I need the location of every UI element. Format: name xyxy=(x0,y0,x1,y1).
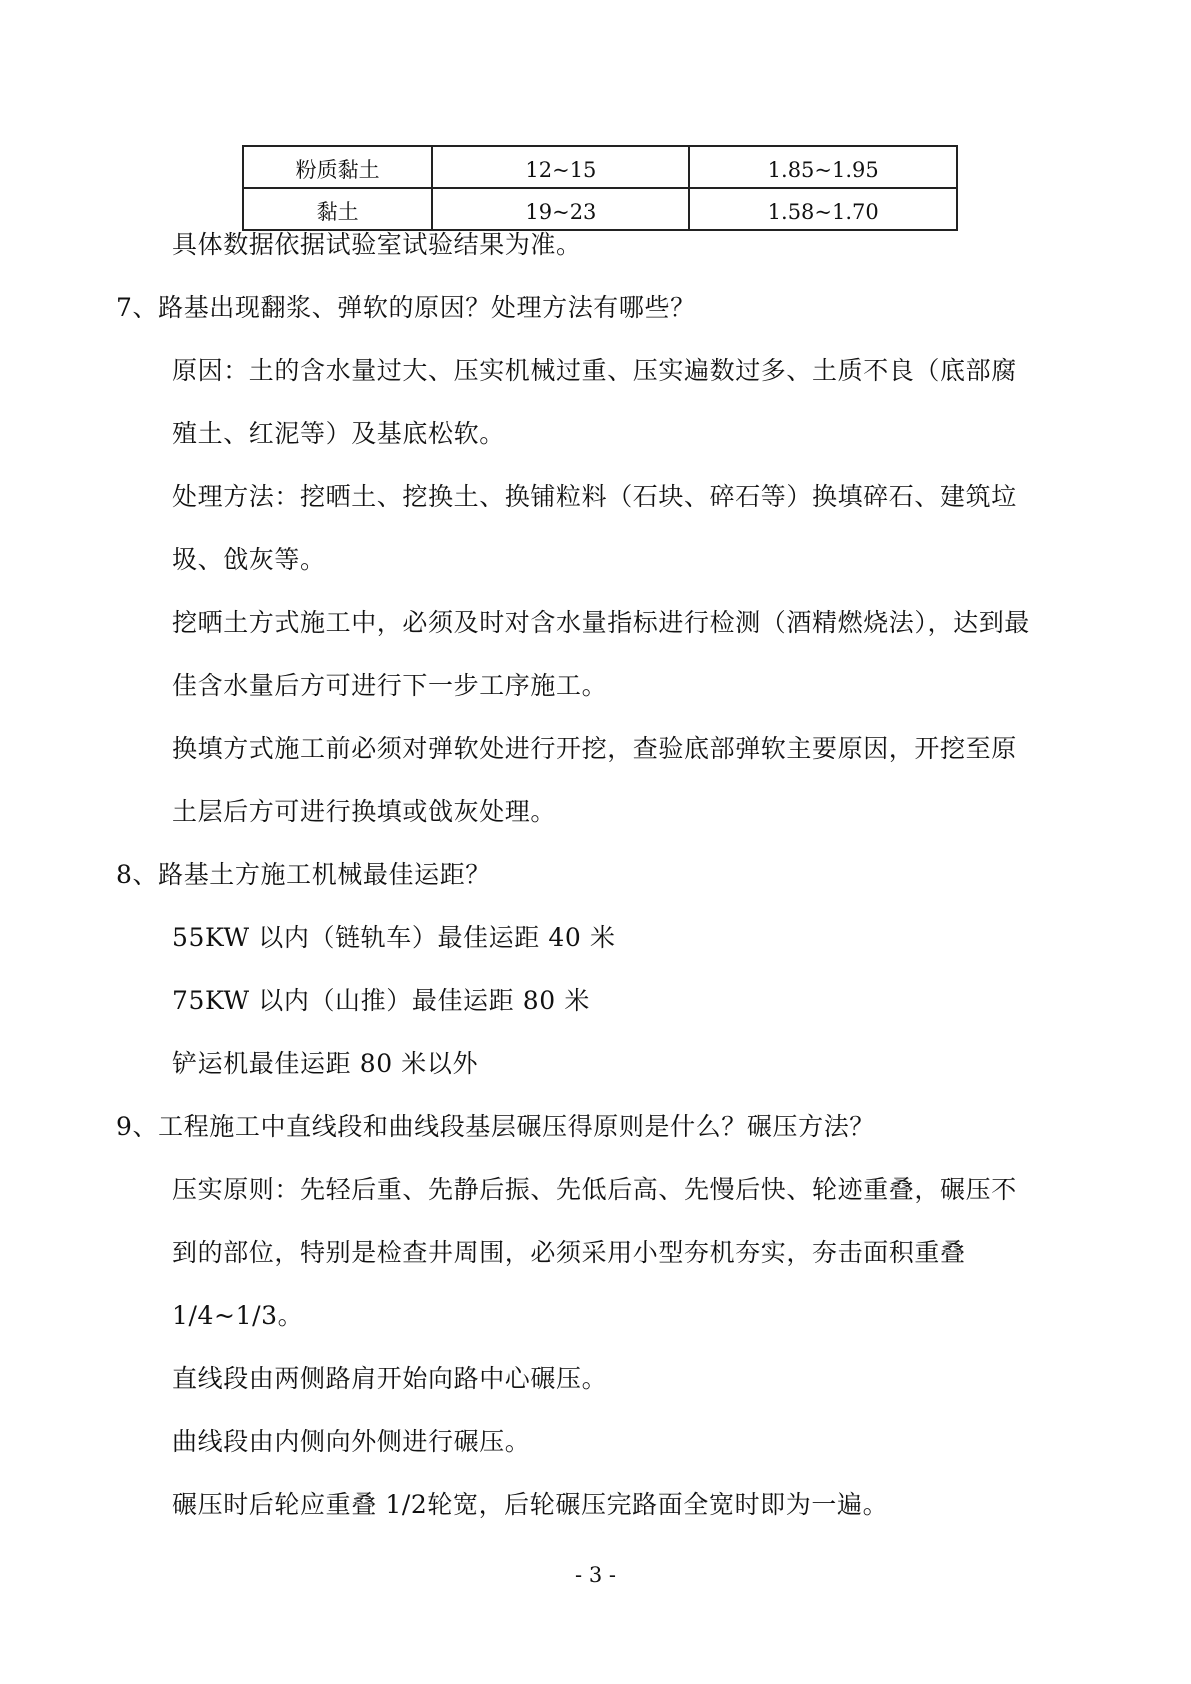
table-cell-soil: 粉质黏土 xyxy=(243,146,432,188)
table-cell-soil: 黏土 xyxy=(243,188,432,230)
paragraph-line: 曲线段由内侧向外侧进行碾压。 xyxy=(172,1427,531,1456)
paragraph-line: 换填方式施工前必须对弹软处进行开挖，查验底部弹软主要原因，开挖至原 xyxy=(172,734,1017,763)
paragraph-line: 碾压时后轮应重叠 1/2轮宽，后轮碾压完路面全宽时即为一遍。 xyxy=(172,1490,889,1519)
paragraph-line: 铲运机最佳运距 80 米以外 xyxy=(172,1049,479,1078)
paragraph-line: 直线段由两侧路肩开始向路中心碾压。 xyxy=(172,1364,608,1393)
paragraph-line: 75KW 以内（山推）最佳运距 80 米 xyxy=(172,986,590,1015)
paragraph-line: 55KW 以内（链轨车）最佳运距 40 米 xyxy=(172,923,616,952)
table-note: 具体数据依据试验室试验结果为准。 xyxy=(172,230,582,259)
paragraph-line: 挖晒土方式施工中，必须及时对含水量指标进行检测（酒精燃烧法），达到最 xyxy=(172,608,1030,637)
paragraph-line: 1/4~1/3。 xyxy=(172,1301,304,1330)
paragraph-line: 处理方法：挖晒土、挖换土、换铺粒料（石块、碎石等）换填碎石、建筑垃 xyxy=(172,482,1017,511)
paragraph-line: 原因：土的含水量过大、压实机械过重、压实遍数过多、土质不良（底部腐 xyxy=(172,356,1017,385)
paragraph-line: 佳含水量后方可进行下一步工序施工。 xyxy=(172,671,608,700)
paragraph-line: 到的部位，特别是检查井周围，必须采用小型夯机夯实，夯击面积重叠 xyxy=(172,1238,966,1267)
table-cell-value-b: 1.58~1.70 xyxy=(689,188,957,230)
table-row xyxy=(243,146,957,188)
paragraph-line: 圾、戗灰等。 xyxy=(172,545,326,574)
section-heading-q8: 8、路基土方施工机械最佳运距？ xyxy=(116,860,491,889)
table-row xyxy=(243,188,957,230)
paragraph-line: 土层后方可进行换填或戗灰处理。 xyxy=(172,797,557,826)
paragraph-line: 殖土、红泥等）及基底松软。 xyxy=(172,419,505,448)
section-heading-q9: 9、工程施工中直线段和曲线段基层碾压得原则是什么？碾压方法？ xyxy=(116,1112,875,1141)
table-cell-value-b: 1.85~1.95 xyxy=(689,146,957,188)
table-cell-value-a: 19~23 xyxy=(432,188,689,230)
soil-parameter-table xyxy=(242,145,958,231)
section-heading-q7: 7、路基出现翻浆、弹软的原因？处理方法有哪些？ xyxy=(116,293,696,322)
table-cell-value-a: 12~15 xyxy=(432,146,689,188)
paragraph-line: 压实原则：先轻后重、先静后振、先低后高、先慢后快、轮迹重叠，碾压不 xyxy=(172,1175,1017,1204)
page-number: - 3 - xyxy=(575,1563,616,1587)
